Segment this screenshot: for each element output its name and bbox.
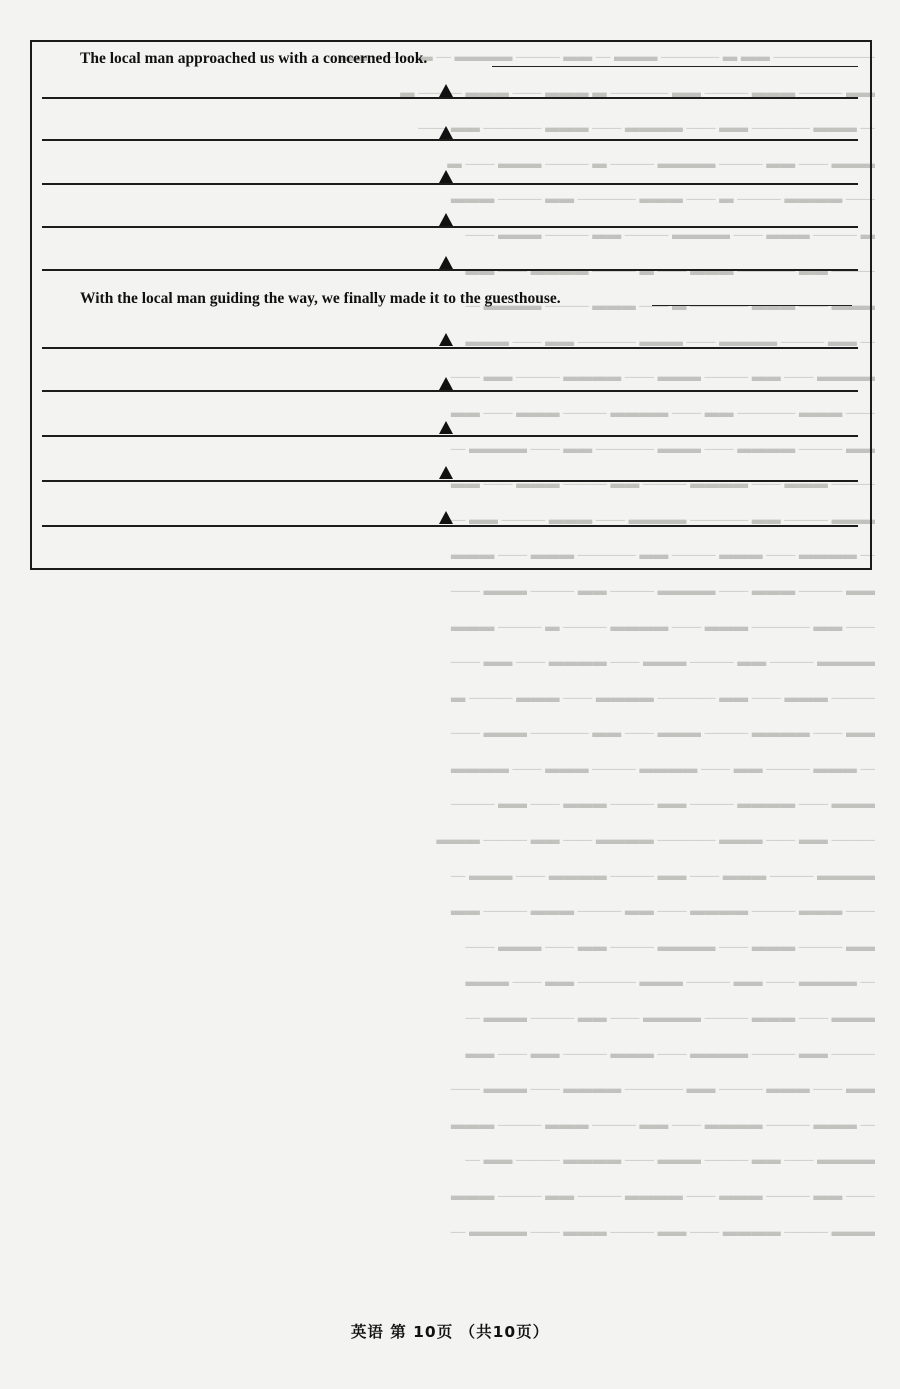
page-footer: 英语 第 10页 （共10页）: [350, 1323, 550, 1341]
line-marker-triangle-icon: [439, 333, 453, 346]
writing-line-tail[interactable]: [492, 66, 858, 67]
writing-line[interactable]: [42, 480, 858, 482]
writing-line[interactable]: [42, 183, 858, 185]
writing-line[interactable]: [42, 525, 858, 527]
bleed-through-texture: ——————— ▬▬ ▬ ———— ▬▬▬ — ▬▬ ——— ▬▬▬▬ — ▬ ——— ▬▬ ▬▬ ——— ▬▬▬ ——— ▬▬ ———— ▬ ▬▬▬ —— ▬▬▬ ——— ▬ — ▬▬▬ ———— ▬▬ —— ▬▬▬▬ —— ▬▬▬ ———— ▬▬ —— ▬▬▬ —— ▬▬ ——— ▬▬▬▬ ——— ▬ ——— ▬▬▬ —— ▬ —— ▬▬▬▬ ——— ▬ —— ▬▬▬ ———— ▬▬ ——— ▬▬▬ ▬ ——— ▬▬▬ —— ▬▬▬▬ ——— ▬▬ ——— ▬▬▬ —— ——— ▬▬ ———— ▬▬▬ —— ▬ ——— ▬▬▬▬ —— ▬▬ ▬▬▬ —— ▬▬▬ ———— ▬ —— ▬▬▬ ——— ▬▬▬▬ — — ▬▬ ——— ▬▬▬▬ —— ▬▬▬ ———— ▬▬ —— ▬▬▬ ▬▬▬▬ —— ▬▬ ——— ▬▬▬ —— ▬▬▬▬ ——— ▬▬ —— —— ▬▬▬ ———— ▬▬ —— ▬▬▬▬ ——— ▬▬▬ —— ▬▬ ▬▬ ——— ▬▬▬▬ —— ▬▬▬ ———— ▬▬ —— ▬▬▬▬ — ——— ▬▬▬ —— ▬▬▬▬ ——— ▬▬ ——— ▬▬▬ —— ▬▬ ▬▬▬ ——— ▬▬ ———— ▬▬▬▬ —— ▬▬▬ ——— ▬▬ — — ▬▬▬▬ —— ▬▬▬ ——— ▬▬ ———— ▬▬▬ —— ▬▬▬ ▬▬ ——— ▬▬▬ —— ▬▬▬▬ ——— ▬▬ ——— ▬▬▬ —— —— ▬▬ ———— ▬▬▬ —— ▬▬▬▬ ——— ▬ ——— ▬▬▬ ▬▬▬▬ ——— ▬▬ ——— ▬▬▬ —— ▬▬▬▬ —— ▬▬ —— ——— ▬▬▬ —— ▬▬ ———— ▬▬▬▬ —— ▬▬▬ ——— ▬ ▬▬ —— ▬▬▬▬ ——— ▬▬▬ —— ▬▬ ———— ▬▬▬ —— — ▬▬▬ ——— ▬▬ —— ▬▬▬▬ ——— ▬▬▬ —— ▬▬▬▬ ▬▬▬ —— ▬▬▬▬ ——— ▬▬ ——— ▬▬▬ —— ▬▬ ——— ——— ▬▬ —— ▬▬▬ ———— ▬▬▬▬ —— ▬▬ ——— ▬▬▬ ▬▬▬▬ ——— ▬▬▬ —— ▬▬ ——— ▬▬▬▬ —— ▬▬▬ — —— ▬▬▬ ——— ▬▬▬▬ —— ▬▬ ——— ▬▬▬ ——— ▬▬ ▬▬ ——— ▬▬▬ —— ▬▬▬▬ ——— ▬▬ —— ▬▬▬ —— — ▬▬▬▬ —— ▬▬ ——— ▬▬▬ ———— ▬▬ —— ▬▬▬ ▬▬▬ —— ▬▬▬ ——— ▬▬▬▬ —— ▬▬ ——— ▬▬▬ — ——— ▬▬ ——— ▬▬▬▬ —— ▬▬▬ ——— ▬▬ —— ▬▬ ▬▬ —— ▬▬▬ ——— ▬▬ ———— ▬▬▬▬ —— ▬▬▬ —— — ▬▬▬ ——— ▬▬▬▬ —— ▬▬ ——— ▬▬▬ ——— ▬▬▬ ▬▬▬▬ —— ▬▬ ——— ▬▬▬ —— ▬▬▬▬ ——— ▬▬ — —— ▬▬ ——— ▬▬▬ —— ▬▬▬▬ ——— ▬▬ ——— ▬▬▬ ▬▬▬ ——— ▬▬▬▬ —— ▬▬ ——— ▬▬▬ —— ▬▬▬▬ —: [338, 49, 875, 1240]
line-marker-triangle-icon: [439, 421, 453, 434]
line-marker-triangle-icon: [439, 511, 453, 524]
line-marker-triangle-icon: [439, 466, 453, 479]
line-marker-triangle-icon: [439, 126, 453, 139]
writing-line-tail[interactable]: [652, 305, 852, 306]
line-marker-triangle-icon: [439, 213, 453, 226]
writing-line[interactable]: [42, 435, 858, 437]
writing-line[interactable]: [42, 269, 858, 271]
line-marker-triangle-icon: [439, 170, 453, 183]
writing-line[interactable]: [42, 390, 858, 392]
writing-line[interactable]: [42, 226, 858, 228]
line-marker-triangle-icon: [439, 377, 453, 390]
line-marker-triangle-icon: [439, 84, 453, 97]
writing-line[interactable]: [42, 139, 858, 141]
line-marker-triangle-icon: [439, 256, 453, 269]
opening-sentence: The local man approached us with a concerned look.: [80, 50, 428, 67]
writing-line[interactable]: [42, 97, 858, 99]
second-paragraph-sentence: With the local man guiding the way, we finally made it to the guesthouse.: [80, 290, 561, 307]
writing-line[interactable]: [42, 347, 858, 349]
